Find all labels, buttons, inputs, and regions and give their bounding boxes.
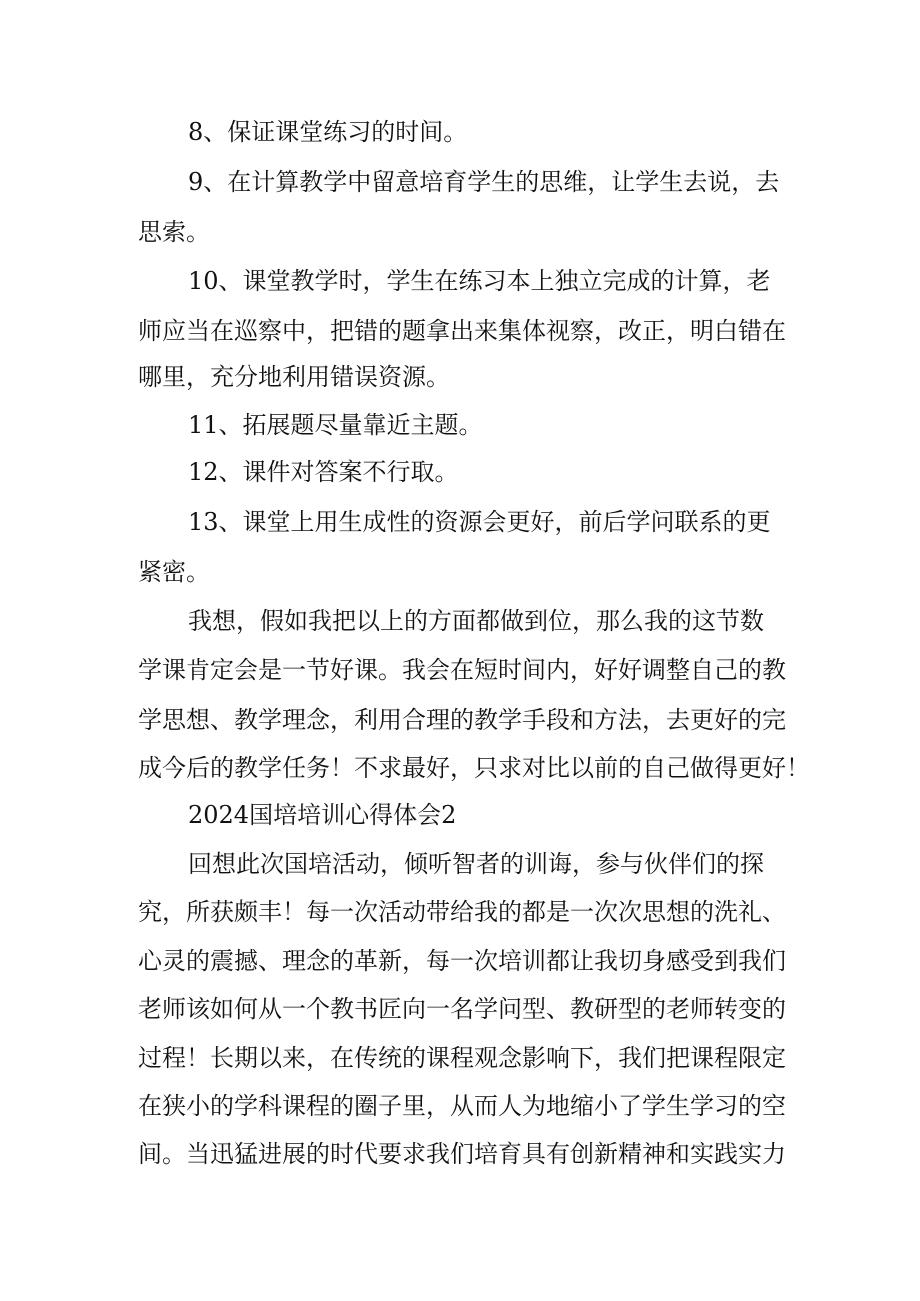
paragraph-line: 9、在计算教学中留意培育学生的思维，让学生去说，去 [188, 168, 780, 196]
paragraph-line: 在狭小的学科课程的圈子里，从而人为地缩小了学生学习的空 [138, 1092, 786, 1120]
paragraph-line: 11、拓展题尽量靠近主题。 [188, 411, 483, 439]
paragraph-line: 回想此次国培活动，倾听智者的训诲，参与伙伴们的探 [188, 850, 764, 878]
paragraph-line: 学思想、教学理念，利用合理的教学手段和方法，去更好的完 [138, 706, 786, 734]
paragraph-line: 过程！长期以来，在传统的课程观念影响下，我们把课程限定 [138, 1044, 786, 1072]
paragraph-line: 10、课堂教学时，学生在练习本上独立完成的计算，老 [188, 267, 771, 295]
paragraph-line: 我想，假如我把以上的方面都做到位，那么我的这节数 [188, 607, 764, 635]
paragraph-line: 8、保证课堂练习的时间。 [188, 118, 468, 146]
paragraph-line: 成今后的教学任务！不求最好，只求对比以前的自己做得更好！ [138, 754, 810, 782]
paragraph-line: 究，所获颇丰！每一次活动带给我的都是一次次思想的洗礼、 [138, 898, 786, 926]
paragraph-line: 哪里，充分地利用错误资源。 [138, 363, 450, 391]
paragraph-line: 13、课堂上用生成性的资源会更好，前后学问联系的更 [188, 508, 771, 536]
paragraph-line: 老师该如何从一个教书匠向一名学问型、教研型的老师转变的 [138, 995, 786, 1023]
section-heading: 2024国培培训心得体会2 [188, 801, 457, 829]
paragraph-line: 间。当迅猛进展的时代要求我们培育具有创新精神和实践实力 [138, 1140, 786, 1168]
paragraph-line: 心灵的震撼、理念的革新，每一次培训都让我切身感受到我们 [138, 947, 786, 975]
paragraph-line: 思索。 [138, 218, 210, 246]
paragraph-line: 紧密。 [138, 558, 210, 586]
paragraph-line: 师应当在巡察中，把错的题拿出来集体视察，改正，明白错在 [138, 317, 786, 345]
paragraph-line: 12、课件对答案不行取。 [188, 458, 459, 486]
paragraph-line: 学课肯定会是一节好课。我会在短时间内，好好调整自己的教 [138, 656, 786, 684]
